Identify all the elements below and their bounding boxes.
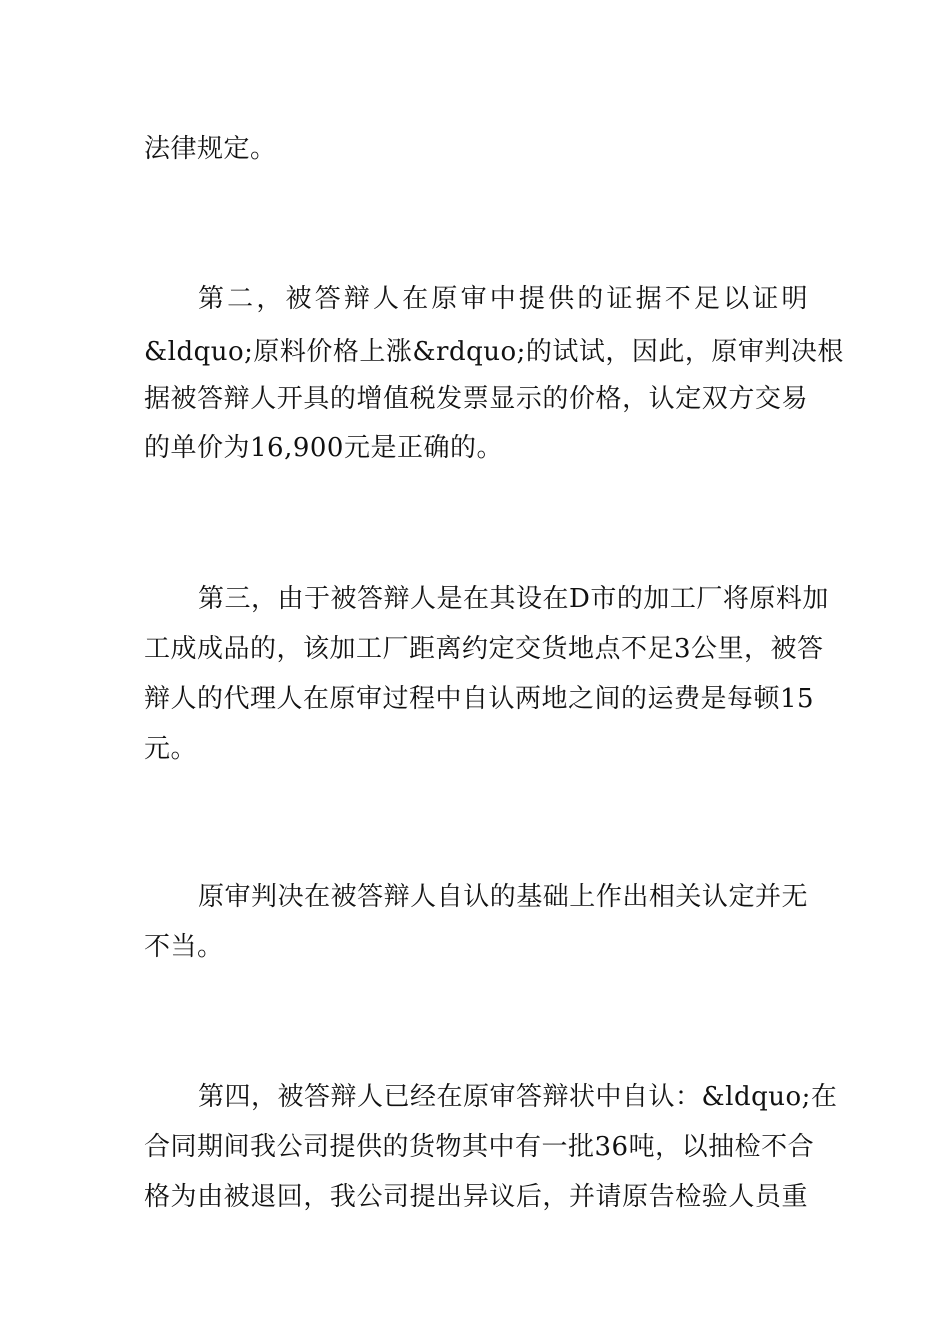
paragraph-line: 原审判决在被答辩人自认的基础上作出相关认定并无: [198, 882, 808, 912]
paragraph-line: 法律规定。: [144, 134, 277, 164]
paragraph-line: 第四，被答辩人已经在原审答辩状中自认：&ldquo;在: [198, 1082, 838, 1112]
paragraph-line: &ldquo;原料价格上涨&rdquo;的试试，因此，原审判决根: [144, 337, 844, 367]
paragraph-line: 不当。: [144, 932, 224, 962]
paragraph-line: 第三，由于被答辩人是在其设在D市的加工厂将原料加: [198, 584, 829, 614]
paragraph-line: 第二，被答辩人在原审中提供的证据不足以证明: [198, 284, 808, 314]
paragraph-line: 据被答辩人开具的增值税发票显示的价格，认定双方交易: [144, 384, 808, 414]
paragraph-line: 合同期间我公司提供的货物其中有一批36吨，以抽检不合: [144, 1132, 815, 1162]
paragraph-line: 格为由被退回，我公司提出异议后，并请原告检验人员重: [144, 1182, 808, 1212]
paragraph-line: 工成成品的，该加工厂距离约定交货地点不足3公里，被答: [144, 634, 824, 664]
paragraph-line: 的单价为16,900元是正确的。: [144, 433, 503, 463]
paragraph-line: 辩人的代理人在原审过程中自认两地之间的运费是每顿15: [144, 684, 815, 714]
paragraph-line: 元。: [144, 734, 198, 764]
